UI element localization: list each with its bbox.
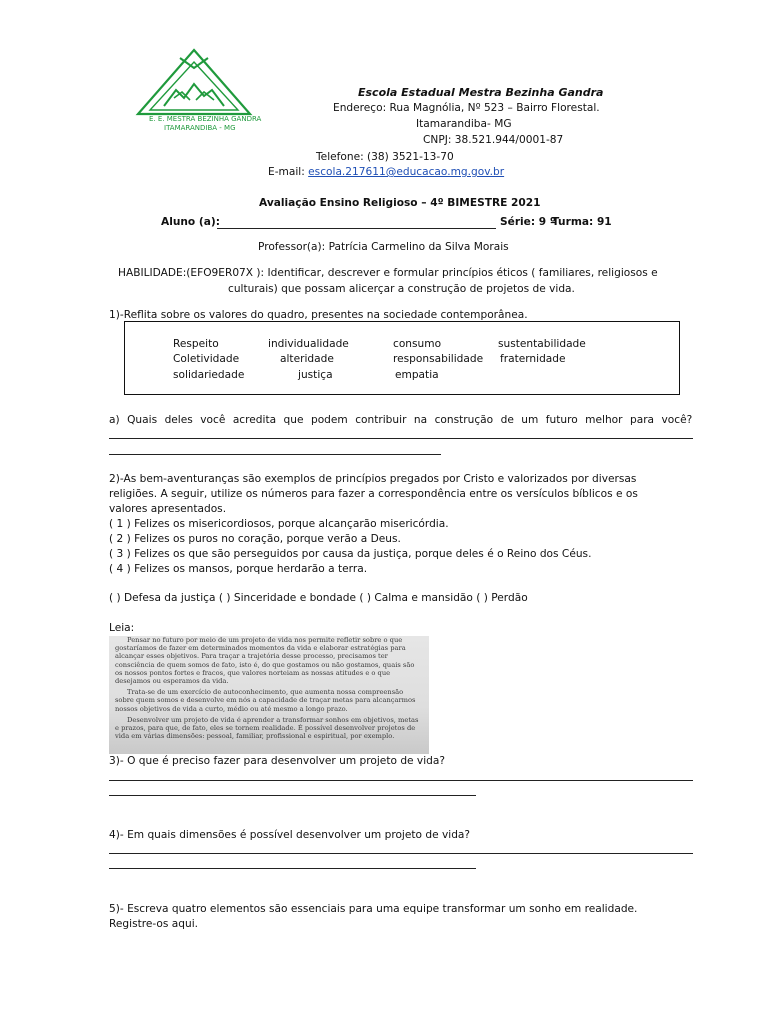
school-logo [134, 46, 262, 142]
value-item: Coletividade [173, 353, 240, 365]
skill-text-1: Identificar, descrever e formular princípios éticos ( familiares, religiosos e [264, 267, 658, 279]
school-email-line [268, 166, 504, 178]
reading-paragraph-3: Desenvolver um projeto de vida é aprender a transformar sonhos em objetivos, metas e prazos, para que, de fato, eles se tornem realidade. É possível desenvolver projetos de vida em várias dimensões: pessoal, familiar, profissional e espiritual, por exemplo. [115, 715, 419, 741]
value-item: solidariedade [173, 369, 245, 381]
q2-line-1: 2)-As bem-aventuranças são exemplos de princípios pregados por Cristo e valorizados por diversas [109, 473, 637, 485]
value-item: individualidade [268, 338, 349, 350]
reading-paragraph-1: Pensar no futuro por meio de um projeto de vida nos permite refletir sobre o que gostaríamos de fazer em determinados momentos da vida e elaborar estratégias para alcançar esses objetivos. Para traçar a trajetória desse processo, precisamos ter consciência de quem somos de fato, isto é, do que gostamos ou não gostamos, quais são os nossos pontos fortes e fracos, que valores norteiam as nossas atitudes e o que desejamos ou esperamos da vida. [115, 636, 415, 686]
school-city: Itamarandiba- MG [416, 118, 512, 130]
q2-item: ( 3 ) Felizes os que são perseguidos por causa da justiça, porque deles é o Reino dos Céus. [109, 548, 592, 560]
value-item: responsabilidade [393, 353, 484, 365]
value-item: Respeito [173, 338, 219, 350]
reading-paragraph-2: Trata-se de um exercício de autoconhecimento, que aumenta nossa compreensão sobre quem somos e desenvolve em nós a capacidade de traçar metas para alcançarmos nossos objetivos de vida a curto, médio ou até mesmo a longo prazo. [115, 688, 416, 713]
value-item: fraternidade [500, 353, 566, 365]
q2-line-3: valores apresentados. [109, 503, 227, 515]
value-item: justiça [298, 369, 333, 381]
email-label: E-mail: [268, 166, 309, 178]
reading-text-image [109, 636, 429, 754]
q4-prompt: 4)- Em quais dimensões é possível desenvolver um projeto de vida? [109, 829, 471, 841]
answer-line[interactable] [109, 454, 441, 455]
student-name-line[interactable] [217, 228, 496, 229]
student-label: Aluno (a): [161, 216, 220, 228]
school-cnpj: CNPJ: 38.521.944/0001-87 [423, 134, 564, 146]
answer-line[interactable] [109, 795, 476, 796]
logo-caption-1: E. E. MESTRA BEZINHA GANDRA [149, 115, 262, 123]
q2-item: ( 2 ) Felizes os puros no coração, porque verão a Deus. [109, 533, 401, 545]
teacher-name: Professor(a): Patrícia Carmelino da Silva Morais [258, 241, 509, 253]
school-phone: Telefone: (38) 3521-13-70 [316, 151, 454, 163]
value-item: sustentabilidade [498, 338, 586, 350]
answer-line[interactable] [109, 780, 693, 781]
skill-line-2: culturais) que possam alicerçar a construção de projetos de vida. [228, 283, 575, 295]
value-item: alteridade [280, 353, 334, 365]
q3-prompt: 3)- O que é preciso fazer para desenvolver um projeto de vida? [109, 755, 445, 767]
email-link[interactable]: escola.217611@educacao.mg.gov.br [308, 166, 505, 178]
value-item: consumo [393, 338, 442, 350]
answer-line[interactable] [109, 868, 476, 869]
skill-line-1 [118, 267, 658, 279]
school-address: Endereço: Rua Magnólia, Nº 523 – Bairro Florestal. [333, 102, 600, 114]
q5-line-2: Registre-os aqui. [109, 918, 199, 930]
q5-line-1: 5)- Escreva quatro elementos são essenciais para uma equipe transformar um sonho em realidade. [109, 903, 638, 915]
q2-line-2: religiões. A seguir, utilize os números para fazer a correspondência entre os versículos bíblicos e os [109, 488, 638, 500]
q2-answer-options[interactable]: ( ) Defesa da justiça ( ) Sinceridade e bondade ( ) Calma e mansidão ( ) Perdão [109, 592, 528, 604]
school-name: Escola Estadual Mestra Bezinha Gandra [358, 86, 604, 99]
values-box [124, 321, 680, 395]
q2-item: ( 1 ) Felizes os misericordiosos, porque alcançarão misericórdia. [109, 518, 449, 530]
q1-sub-a: a) Quais deles você acredita que podem contribuir na construção de um futuro melhor para você? [109, 414, 693, 426]
value-item: empatia [395, 369, 439, 381]
exam-title: Avaliação Ensino Religioso – 4º BIMESTRE 2021 [259, 197, 541, 209]
answer-line[interactable] [109, 853, 693, 854]
q1-prompt: 1)-Reflita sobre os valores do quadro, presentes na sociedade contemporânea. [109, 309, 528, 321]
skill-label: HABILIDADE:(EFO9ER07X ): [118, 267, 265, 279]
answer-line[interactable] [109, 438, 693, 439]
class-label: Turma: 91 [552, 216, 612, 228]
series-label: Série: 9 º [500, 216, 556, 228]
q2-item: ( 4 ) Felizes os mansos, porque herdarão a terra. [109, 563, 368, 575]
logo-caption-2: ITAMARANDIBA - MG [164, 124, 236, 132]
reading-label: Leia: [109, 622, 135, 634]
